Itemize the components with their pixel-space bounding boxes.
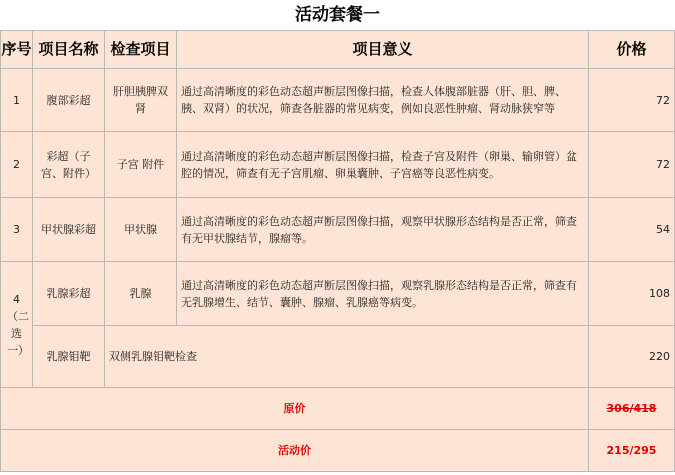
event-price-row xyxy=(1,430,675,472)
header-check: 检查项目 xyxy=(105,31,177,69)
original-price-row xyxy=(1,388,675,430)
row-check: 子宫 附件 xyxy=(105,132,177,198)
header-no: 序号 xyxy=(1,31,33,69)
row-price: 108 xyxy=(589,262,675,326)
event-price-label: 活动价 xyxy=(1,430,589,472)
row-name: 彩超（子宫、附件） xyxy=(33,132,105,198)
row-name: 腹部彩超 xyxy=(33,69,105,132)
row-no: 4（二选一） xyxy=(1,262,33,388)
row-no: 3 xyxy=(1,198,33,262)
header-name: 项目名称 xyxy=(33,31,105,69)
original-price-label: 原价 xyxy=(1,388,589,430)
header-price: 价格 xyxy=(589,31,675,69)
row-price: 72 xyxy=(589,69,675,132)
event-price-value: 215/295 xyxy=(589,430,675,472)
row-price: 220 xyxy=(589,326,675,388)
row-price: 54 xyxy=(589,198,675,262)
row-price: 72 xyxy=(589,132,675,198)
row-meaning: 通过高清晰度的彩色动态超声断层图像扫描，检查人体腹部脏器（肝、胆、脾、胰、双肾）的状况，筛查各脏器的常见病变，例如良恶性肿瘤、肾动脉狭窄等 xyxy=(177,69,589,132)
package-table xyxy=(0,30,675,472)
row-check: 肝胆胰脾双肾 xyxy=(105,69,177,132)
table-row xyxy=(1,69,675,132)
original-price-value: 306/418 xyxy=(606,402,657,415)
table-row xyxy=(1,326,675,388)
row-meaning: 通过高清晰度的彩色动态超声断层图像扫描，检查子宫及附件（卵巢、输卵管）盆腔的情况，筛查有无子宫肌瘤、卵巢囊肿、子宫癌等良恶性病变。 xyxy=(177,132,589,198)
row-name: 甲状腺彩超 xyxy=(33,198,105,262)
header-meaning: 项目意义 xyxy=(177,31,589,69)
row-no: 2 xyxy=(1,132,33,198)
row-check-meaning: 双侧乳腺钼靶检查 xyxy=(105,326,589,388)
table-row xyxy=(1,132,675,198)
row-check: 甲状腺 xyxy=(105,198,177,262)
row-check: 乳腺 xyxy=(105,262,177,326)
page-title: 活动套餐一 xyxy=(295,5,380,25)
row-meaning: 通过高清晰度的彩色动态超声断层图像扫描，观察乳腺形态结构是否正常，筛查有无乳腺增生、结节、囊肿、腺瘤、乳腺癌等病变。 xyxy=(177,262,589,326)
row-no: 1 xyxy=(1,69,33,132)
row-name: 乳腺彩超 xyxy=(33,262,105,326)
table-header-row xyxy=(1,31,675,69)
row-meaning: 通过高清晰度的彩色动态超声断层图像扫描，观察甲状腺形态结构是否正常，筛查有无甲状腺结节，腺瘤等。 xyxy=(177,198,589,262)
table-row xyxy=(1,262,675,326)
table-row xyxy=(1,198,675,262)
row-name: 乳腺钼靶 xyxy=(33,326,105,388)
